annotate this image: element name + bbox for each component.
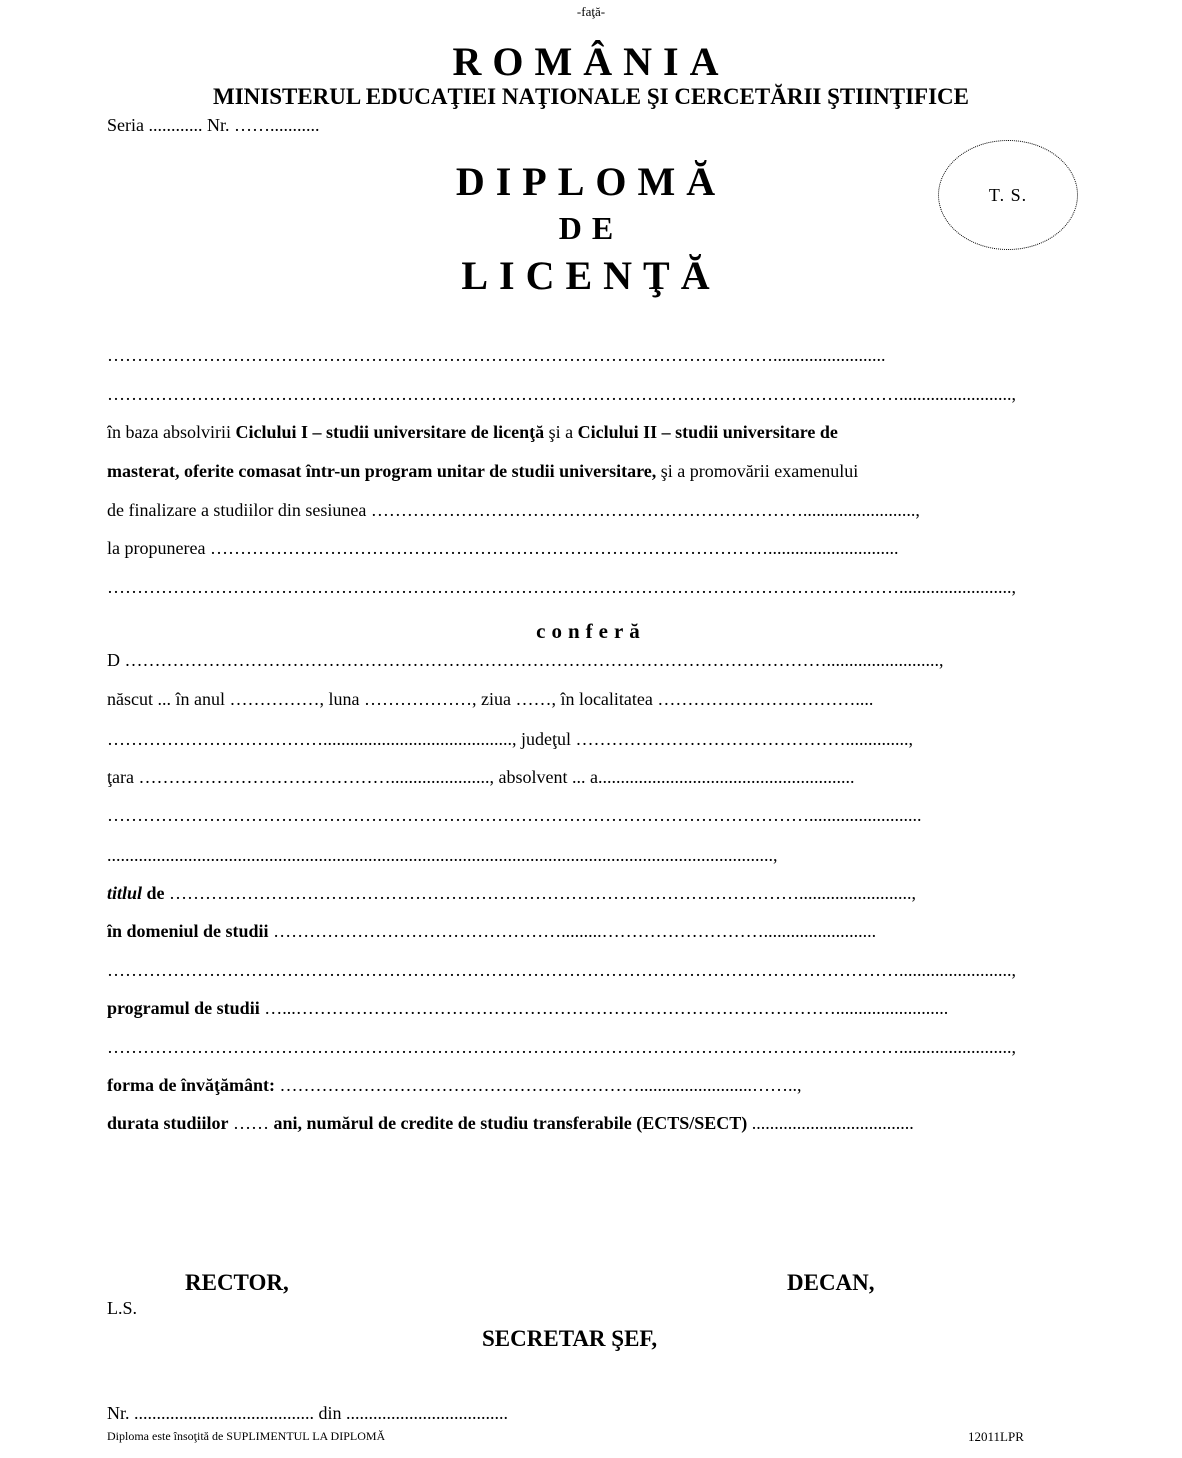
study-program-line — [107, 998, 1057, 1019]
blank-line-1: ………………………………………………………………………………………………………......................... — [107, 805, 922, 825]
country-heading: ROMÂNIA — [452, 39, 730, 84]
diploma-title-line2: DE — [558, 210, 624, 246]
blank-line-4: ……………………………………………………………………………………………………………………........................., — [107, 1037, 1016, 1057]
titlul-de: de — [142, 883, 165, 903]
propunerea-line: la propunerea …………………………………………………………………………………............................. — [107, 538, 899, 558]
baza-cycle-1: Ciclului I – studii universitare de licenţă — [235, 422, 545, 442]
recipient-name-line: D ………………………………………………………………………………………………………........................., — [107, 650, 944, 670]
masterat-bold: masterat, oferite comasat într-un program unitar de studii universitare, — [107, 461, 657, 481]
ls-mark: L.S. — [107, 1298, 138, 1318]
registration-number-line: Nr. ........................................ din .................................... — [107, 1403, 509, 1423]
baza-cycle-2: Ciclului II – studii universitare de — [577, 422, 838, 442]
masterat-line — [107, 461, 1057, 482]
county-line: ……………………………….........................................., judeţul ……………………………………….............., — [107, 729, 913, 749]
blank-line-2: ...................................................................................................................................................., — [107, 845, 778, 865]
baza-conjunction: şi a — [544, 422, 578, 442]
title-awarded-line — [107, 883, 1057, 904]
page-face-label: -faţă- — [576, 4, 606, 19]
education-form-line — [107, 1075, 1057, 1096]
ministry-heading: MINISTERUL EDUCAŢIEI NAŢIONALE ŞI CERCETĂRII ŞTIINŢIFICE — [212, 84, 969, 109]
country-graduate-line: ţara ……………………………………......................, absolvent ... a......................................................... — [107, 767, 855, 787]
finalizare-line: de finalizare a studiilor din sesiunea ………………………………………………………………........................., — [107, 500, 920, 520]
baza-absolvirii-line — [107, 422, 1057, 443]
titlul-label: titlul — [107, 883, 143, 903]
durata-label: durata studiilor — [107, 1113, 229, 1133]
institution-line-1: …………………………………………………………………………………………………......................... — [107, 345, 886, 365]
stamp-label: T. S. — [988, 184, 1028, 205]
institution-line-2: ……………………………………………………………………………………………………………………........................., — [107, 384, 1016, 404]
durata-dots: …… — [228, 1113, 274, 1133]
study-duration-line — [107, 1113, 1057, 1134]
series-number-field: Seria ............ Nr. ……........... — [107, 115, 320, 135]
rector-signature-label: RECTOR, — [185, 1270, 289, 1295]
baza-prefix: în baza absolvirii — [107, 422, 236, 442]
forma-dots: …………………………………………………….........................…….., — [274, 1075, 802, 1095]
credits-dots: .................................... — [747, 1113, 914, 1133]
secretar-signature-label: SECRETAR ŞEF, — [482, 1326, 658, 1351]
diploma-title-line3: LICENŢĂ — [461, 253, 721, 298]
program-label: programul de studii — [107, 998, 260, 1018]
forma-label: forma de învăţământ: — [107, 1075, 275, 1095]
supplement-note: Diploma este însoţită de SUPLIMENTUL LA DIPLOMĂ — [107, 1429, 386, 1443]
confera-heading: conferă — [536, 619, 646, 643]
decan-signature-label: DECAN, — [787, 1270, 875, 1295]
program-dots: …...………………………………………………………………………………......................... — [259, 998, 949, 1018]
domeniu-dots: ………………………………………….........………………………......................... — [268, 921, 877, 941]
stamp-circle — [938, 140, 1078, 250]
propunerea-continuation-line: ……………………………………………………………………………………………………………………........................., — [107, 577, 1016, 597]
domeniu-label: în domeniul de studii — [107, 921, 269, 941]
credits-label: ani, numărul de credite de studiu transferabile (ECTS/SECT) — [273, 1113, 748, 1133]
diploma-title-line1: DIPLOMĂ — [455, 159, 727, 204]
birth-date-line: născut ... în anul ……………, luna ………………, ziua ……, în localitatea …………………………….... — [107, 689, 874, 709]
blank-line-3: ……………………………………………………………………………………………………………………........................., — [107, 960, 1016, 980]
form-code: 12011LPR — [968, 1429, 1024, 1444]
study-domain-line — [107, 921, 1057, 942]
masterat-rest: şi a promovării examenului — [656, 461, 859, 481]
titlul-dots: ……………………………………………………………………………………………........................., — [164, 883, 917, 903]
